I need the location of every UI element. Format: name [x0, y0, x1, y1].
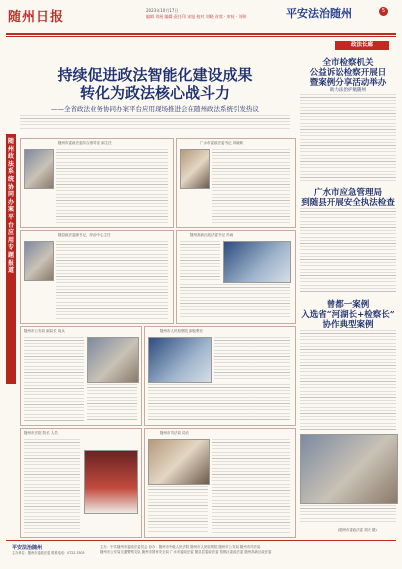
article-text — [180, 284, 290, 319]
article-text — [56, 241, 168, 319]
box-label: 随州市委政法委综合指导室 副主任 — [58, 141, 112, 145]
date-line: 2023年10月17日 — [146, 8, 179, 13]
story1-subheadline: 助力法治护航随州 — [330, 88, 366, 93]
article-text — [212, 439, 290, 533]
speaker-photo — [84, 450, 138, 514]
editor-line: 编辑 刘展 编辑·责任印 宋旭 校对 刘晓 首席 · 审检 · 刘伟 — [146, 14, 247, 19]
article-text — [24, 337, 84, 421]
story2-headline-2: 到随县开展安全执法检查 — [301, 198, 395, 208]
lead-headline-line1: 持续促进政法智能化建设成果 — [57, 66, 253, 84]
event-photo — [300, 434, 398, 504]
footer-credits-line1: 主办：中共随州市委政法委员会 协办：随州市中级人民法院 随州市人民检察院 随州市公安局 随州市司法局 — [100, 545, 261, 549]
footer-brand: 平安法治随州 — [12, 545, 43, 551]
footer-contact: 主办单位：随州市委政法委 联系电话：0722-3303 — [12, 551, 85, 555]
article-text — [214, 337, 290, 381]
story2-headline: 广水市应急管理局 — [313, 188, 382, 198]
footer-credits-line2: 随州市公安局交通警察支队 随州市国家安全局 广水市委政法委 随县县委政法委 曾都区委政法委 随州高新区政法委 — [100, 549, 272, 554]
article-text — [87, 384, 137, 420]
newspaper-logo: 随州日报 — [8, 10, 65, 25]
story2-text — [300, 208, 396, 294]
story1-headline: 全市检察机关 — [322, 58, 374, 68]
portrait-photo — [24, 149, 54, 189]
story3-headline-3: 协作典型案例 — [322, 320, 374, 330]
office-photo — [223, 241, 291, 283]
page-number-badge: 5 — [379, 7, 388, 16]
story1-text — [300, 94, 396, 182]
box-label: 随州高新区政法委书记 冯雨 — [190, 233, 234, 237]
box-label: 随州市公安局 副局长 周兵 — [24, 329, 65, 333]
article-text — [24, 439, 80, 533]
story3-headline-2: 入选省“河湖长+检察长” — [301, 310, 395, 320]
article-text — [148, 486, 208, 533]
portrait-photo — [180, 149, 210, 189]
lead-headline-line2: 转化为政法核心战斗力 — [79, 84, 230, 102]
photo-credit: (随州市委政法委 胡天 摄) — [338, 528, 377, 532]
story3-text — [300, 330, 396, 430]
office-photo — [148, 337, 212, 383]
article-text — [56, 149, 168, 223]
article-text — [148, 384, 290, 420]
meeting-photo — [148, 439, 210, 485]
box-label: 广水市委政法委书记 刘晓莉 — [200, 141, 244, 145]
box-label: 随县政法委副书记、综治中心主任 — [58, 233, 111, 237]
masthead-info — [146, 8, 276, 20]
portrait-photo — [24, 241, 54, 281]
lead-intro-text — [20, 115, 290, 129]
section-title: 平安法治随州 — [286, 7, 352, 20]
article-text — [180, 241, 220, 281]
footer-credits — [100, 545, 390, 554]
photo-caption-text — [300, 505, 396, 523]
story1-headline-3: 暨案例分享活动举办 — [309, 78, 387, 88]
box-label: 随州市法院 院长 人员 — [24, 431, 58, 435]
article-text — [212, 149, 290, 223]
masthead-rule-thin — [6, 36, 396, 37]
box-label: 随州市人民检察院 副检察长 — [160, 329, 204, 333]
story3-headline: 曾都一案例 — [326, 300, 370, 310]
masthead-rule — [6, 33, 396, 35]
section-tag: 政法长廊 — [335, 41, 389, 50]
lead-subheadline: ——全省政法业务协同办案平台应用现场推进会在随州政法系统引发热议 — [51, 105, 259, 113]
story1-headline-2: 公益诉讼检察开展日 — [309, 68, 387, 78]
vertical-banner-text: 随州政法系统协同办案平台应用专题报道 — [7, 138, 14, 275]
meeting-photo — [87, 337, 139, 383]
box-label: 随州市司法局 局长 — [160, 431, 190, 435]
